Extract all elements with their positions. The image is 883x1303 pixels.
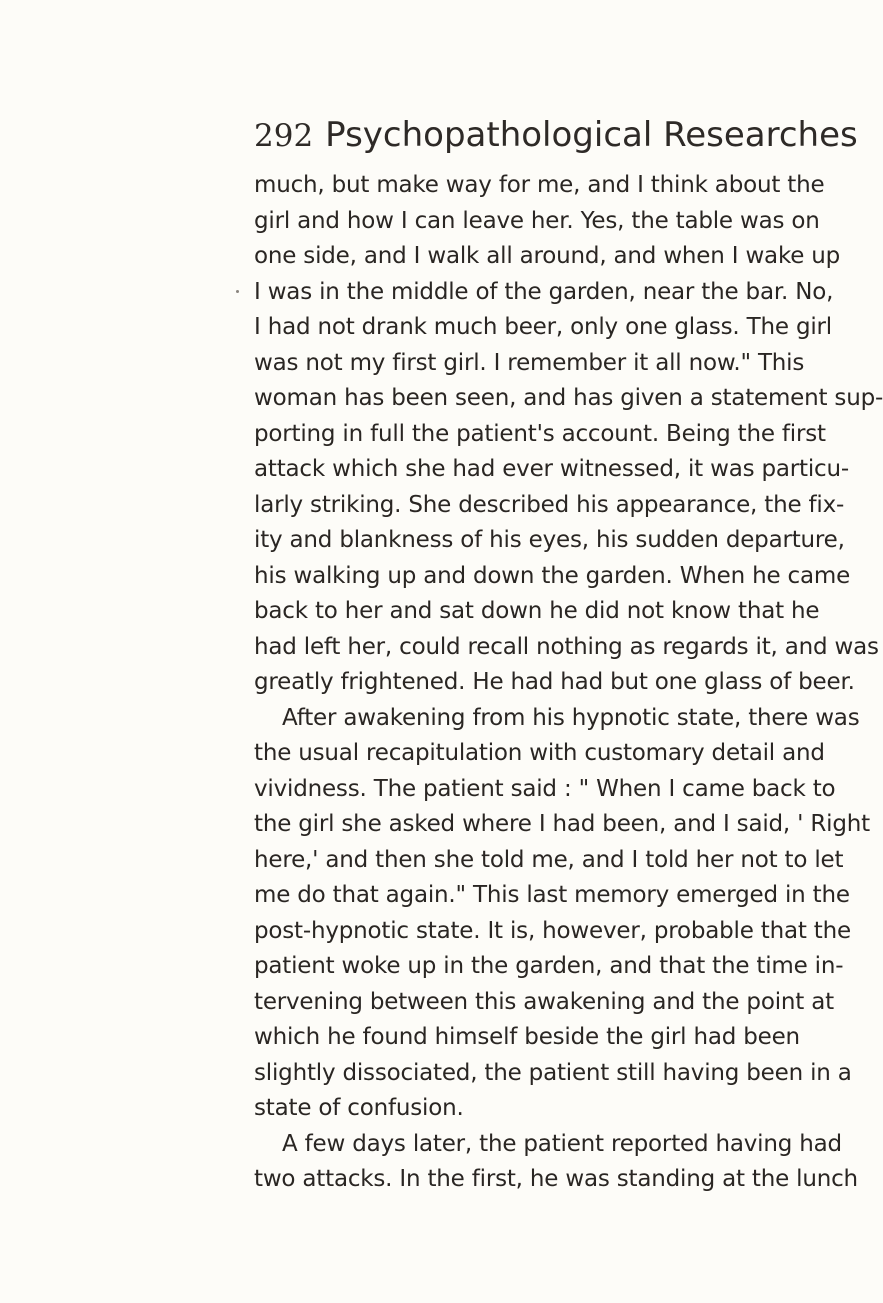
text-line: back to her and sat down he did not know that he [254, 598, 820, 624]
text-line: much, but make way for me, and I think about the [254, 172, 825, 198]
text-line: his walking up and down the garden. When he came [254, 562, 851, 589]
text-line: had left her, could recall nothing as regards it, and was [254, 633, 879, 660]
text-line: greatly frightened. He had had but one glass of beer. [254, 669, 855, 695]
text-line: two attacks. In the first, he was standing at the lunch [254, 1166, 858, 1192]
text-line: vividness. The patient said : " When I came back to [254, 775, 836, 802]
text-line: which he found himself beside the girl had been [254, 1024, 800, 1050]
text-line: larly striking. She described his appearance, the fix- [254, 491, 845, 518]
body-text [254, 168, 883, 1198]
text-line: me do that again." This last memory emerged in the [254, 882, 850, 908]
print-speck [236, 290, 239, 293]
text-line: post-hypnotic state. It is, however, probable that the [254, 917, 851, 944]
page-number: 292 [254, 118, 314, 154]
text-line: state of confusion. [254, 1095, 464, 1121]
text-line: slightly dissociated, the patient still having been in a [254, 1059, 852, 1086]
text-line: ity and blankness of his eyes, his sudden departure, [254, 527, 845, 553]
text-line: was not my first girl. I remember it all now." This [254, 349, 805, 376]
text-line: tervening between this awakening and the point at [254, 988, 834, 1015]
text-line: here,' and then she told me, and I told her not to let [254, 846, 844, 873]
text-line: one side, and I walk all around, and when I wake up [254, 243, 841, 269]
text-line: girl and how I can leave her. Yes, the table was on [254, 207, 820, 234]
text-line: patient woke up in the garden, and that the time in- [254, 953, 844, 979]
text-line: the usual recapitulation with customary detail and [254, 740, 825, 766]
text-line: After awakening from his hypnotic state, there was [282, 704, 860, 731]
text-line: I was in the middle of the garden, near the bar. No, [254, 278, 834, 305]
running-title: Psychopathological Researches [325, 115, 858, 155]
text-line: porting in full the patient's account. Being the first [254, 420, 826, 447]
running-header [254, 112, 858, 158]
text-line: I had not drank much beer, only one glass. The girl [254, 314, 832, 340]
text-line: A few days later, the patient reported having had [282, 1130, 842, 1157]
text-line: attack which she had ever witnessed, it was particu- [254, 456, 849, 482]
text-line: the girl she asked where I had been, and I said, ' Right [254, 811, 870, 837]
text-line: woman has been seen, and has given a statement sup- [254, 385, 883, 411]
